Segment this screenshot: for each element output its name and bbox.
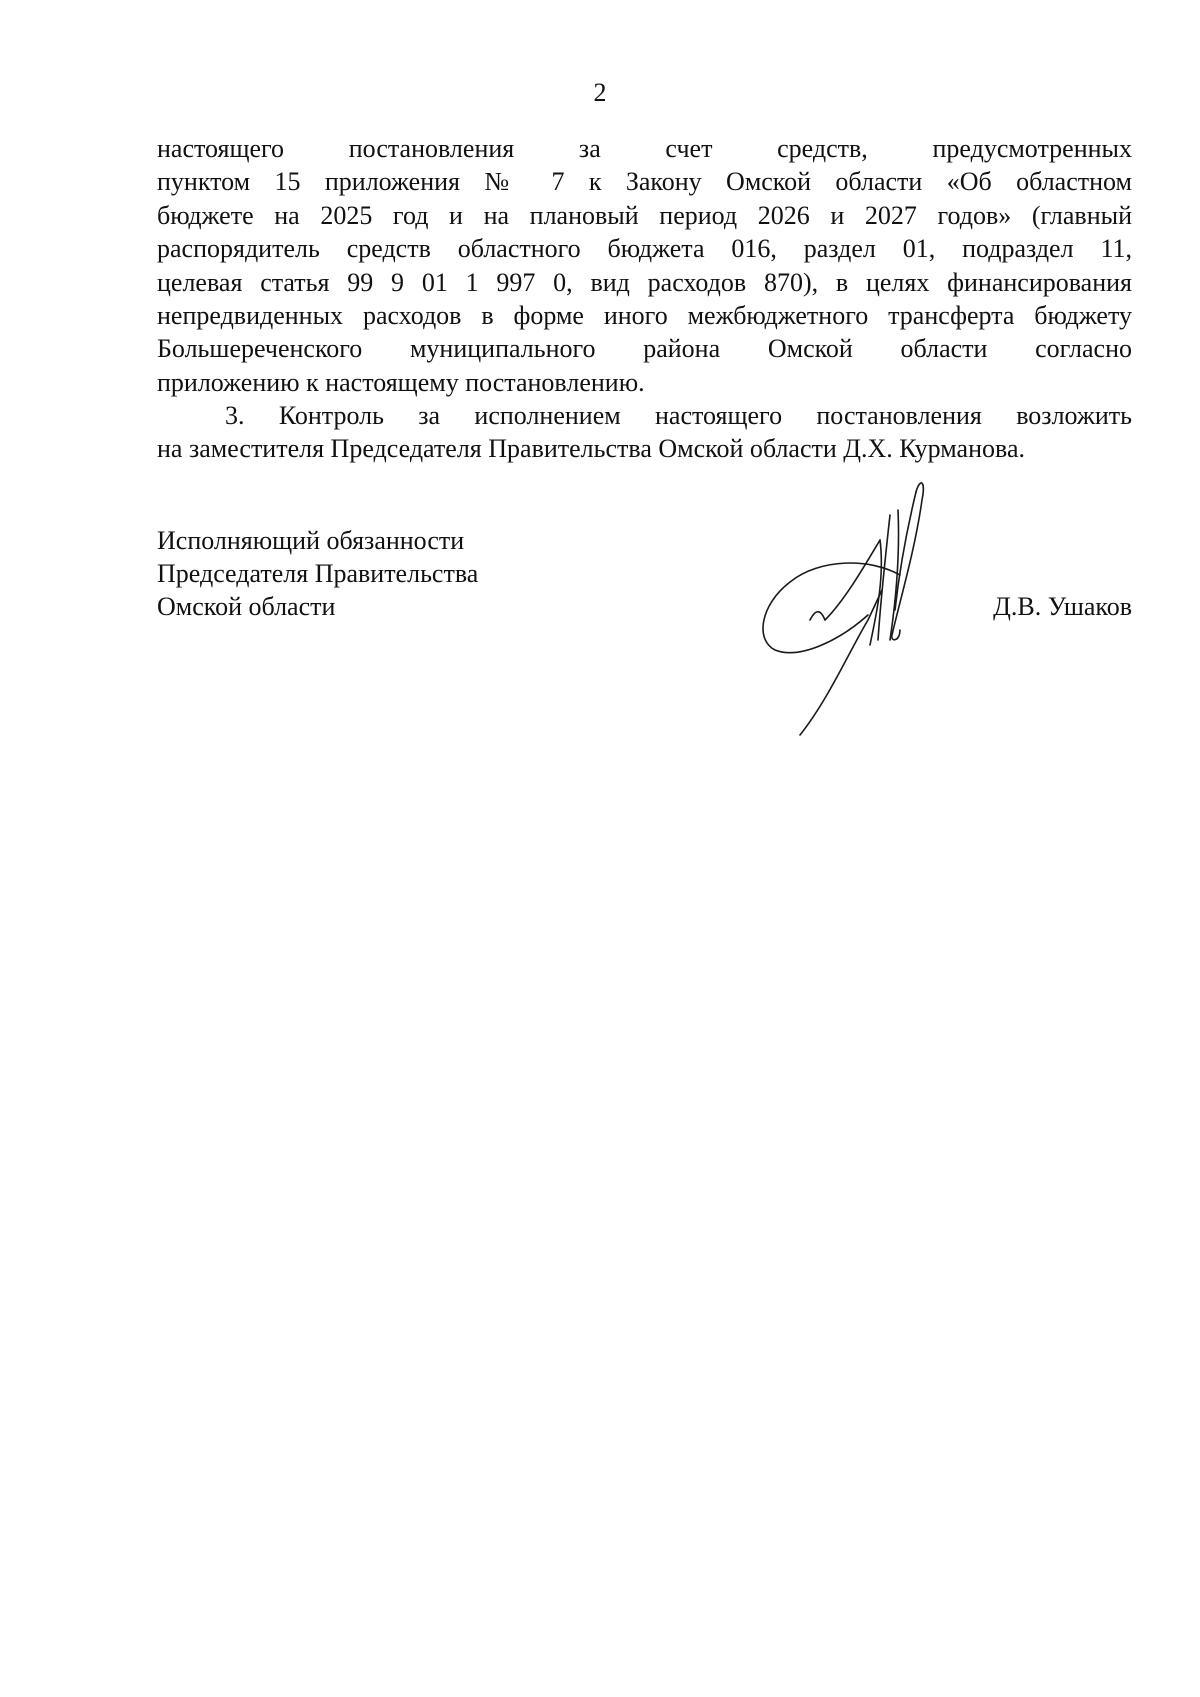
signatory-name: Д.В. Ушаков [993,592,1132,621]
text-line: целевая статья 99 9 01 1 997 0, вид расходов 870), в целях финансирования [157,267,1132,297]
paragraph-2 [157,132,1132,399]
signatory-title-line: Омской области [157,592,336,621]
text-line: бюджете на 2025 год и на плановый период 2026 и 2027 годов» (главный [157,200,1132,230]
text-line: Большереченского муниципального района Омской области согласно [157,334,1132,364]
signatory-title-line: Председателя Правительства [157,559,479,588]
handwritten-signature [750,470,1000,740]
signatory-title [157,524,478,623]
page-number: 2 [593,78,607,107]
text-line: настоящего постановления за счет средств, предусмотренных [157,134,1132,163]
text-line: пунктом 15 приложения № 7 к Закону Омской области «Об областном [157,167,1132,197]
text-line: приложению к настоящему постановлению. [157,367,645,397]
paragraph-3 [157,399,1132,466]
text-line: распорядитель средств областного бюджета 016, раздел 01, подраздел 11, [157,234,1132,264]
text-line: на заместителя Председателя Правительства Омской области Д.Х. Курманова. [157,434,1025,464]
signatory-title-line: Исполняющий обязанности [157,526,465,555]
text-line: 3. Контроль за исполнением настоящего постановления возложить [225,401,1132,430]
text-line: непредвиденных расходов в форме иного межбюджетного трансферта бюджету [157,300,1132,330]
